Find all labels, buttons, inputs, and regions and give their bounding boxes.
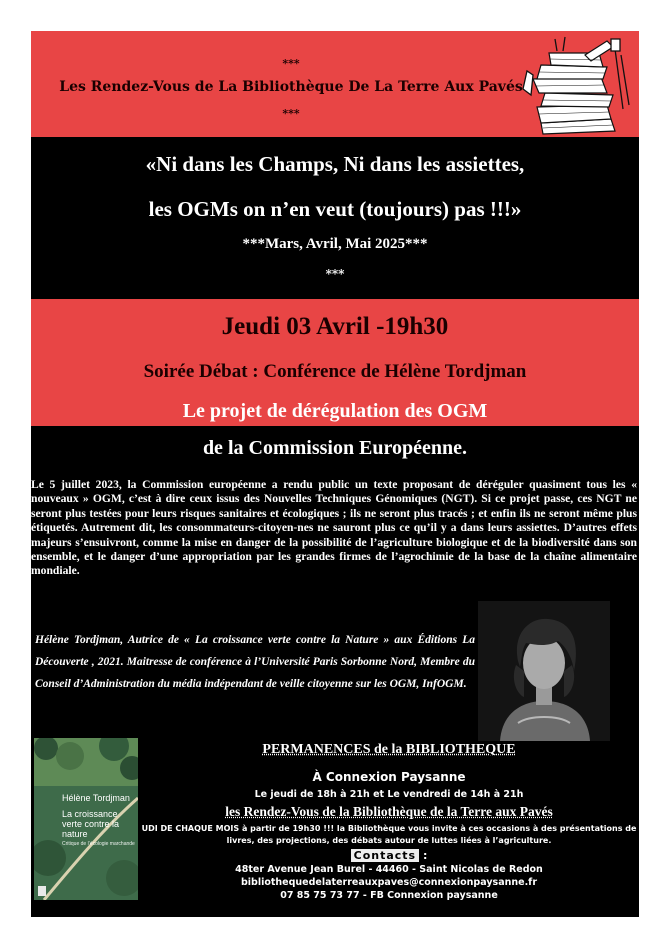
event-poster — [31, 31, 639, 917]
rendez-vous-info — [139, 823, 639, 847]
project-title-line-2: de la Commission Européenne. — [202, 437, 468, 459]
season-dates: ***Mars, Avril, Mai 2025*** — [242, 236, 428, 252]
book-subtitle: Critique de l’écologie marchande — [62, 841, 135, 847]
organization-title: Les Rendez-Vous de La Bibliothèque De La Terre Aux Pavés — [59, 79, 523, 95]
speaker-portrait-photo — [478, 601, 610, 741]
contacts-colon: : — [419, 849, 428, 862]
event-date: Jeudi 03 Avril -19h30 — [221, 313, 449, 340]
permanences-hours: Le jeudi de 18h à 21h et Le vendredi de 14h à 21h — [254, 789, 524, 800]
contacts-block — [141, 849, 637, 901]
book-title: La croissance verte contre la nature — [62, 809, 120, 839]
rendez-vous-title: les Rendez-Vous de la Bibliothèque de la Terre aux Pavés — [225, 804, 553, 819]
event-title: Soirée Débat : Conférence de Hélène Tordjman — [143, 361, 527, 382]
main-title-line-1: «Ni dans les Champs, Ni dans les assiettes, — [145, 152, 525, 176]
stars-decoration-bottom: *** — [282, 107, 300, 120]
project-title-line-1: Le projet de dérégulation des OGM — [182, 400, 488, 422]
event-description: Le 5 juillet 2023, la Commission européenne a rendu public un texte proposant de déréguler quasiment tous les « nouveaux » OGM, c’est à dire ceux issus des Nouvelles Techniques Génomiques (NGT). Si ce projet passe, ces NGT ne seront plus testées pour leurs risques sanitaires et écologiques ; ils ne seront plus tracés ; et enfin ils ne seront même plus étiquetés. Autrement dit, les consommateurs-citoyen-nes ne sauront plus ce qu’il y a dans leurs assiettes. D’autres effets majeurs s’ensuivront, comme la mise en danger de la possibilité de l’agriculture biologique et de la biodiversité dans son ensemble, et le danger d’une appropriation par les grandes firmes de l’agrochimie de la base de la chaîne alimentaire mondiale. — [31, 478, 637, 578]
book-cover-image — [34, 738, 138, 900]
rendez-vous-info-line-1: UDI DE CHAQUE MOIS à partir de 19h30 !!! la Bibliothèque vous invite à ces occasions à des présentations de — [141, 824, 637, 833]
contact-address: 48ter Avenue Jean Burel - 44460 - Saint Nicolas de Redon — [235, 864, 543, 875]
main-title-line-2: les OGMs on n’en veut (toujours) pas !!!» — [148, 197, 522, 221]
book-author: Hélène Tordjman — [62, 793, 130, 803]
permanences-title: PERMANENCES de la BIBLIOTHEQUE — [262, 742, 516, 757]
contact-email[interactable]: bibliothequedelaterreauxpaves@connexionpaysanne.fr — [240, 877, 538, 888]
permanences-place: À Connexion Paysanne — [312, 770, 466, 784]
speaker-biography: Hélène Tordjman, Autrice de « La croissance verte contre la Nature » aux Éditions La Découverte , 2021. Maitresse de conférence à l’Université Paris Sorbonne Nord, Membre du Conseil d’Administration du média indépendant de veille citoyenne sur les OGM, InfOGM. — [35, 634, 475, 690]
stars-separator: *** — [325, 267, 345, 281]
contacts-label: Contacts — [351, 849, 419, 862]
stars-decoration-top: *** — [282, 57, 300, 70]
header-band — [31, 31, 639, 137]
rendez-vous-info-line-2: livres, des projections, des débats autour de luttes liées à l’agriculture. — [226, 836, 552, 845]
book-stack-illustration — [511, 35, 635, 135]
contact-phone: 07 85 75 73 77 - FB Connexion paysanne — [280, 890, 498, 901]
